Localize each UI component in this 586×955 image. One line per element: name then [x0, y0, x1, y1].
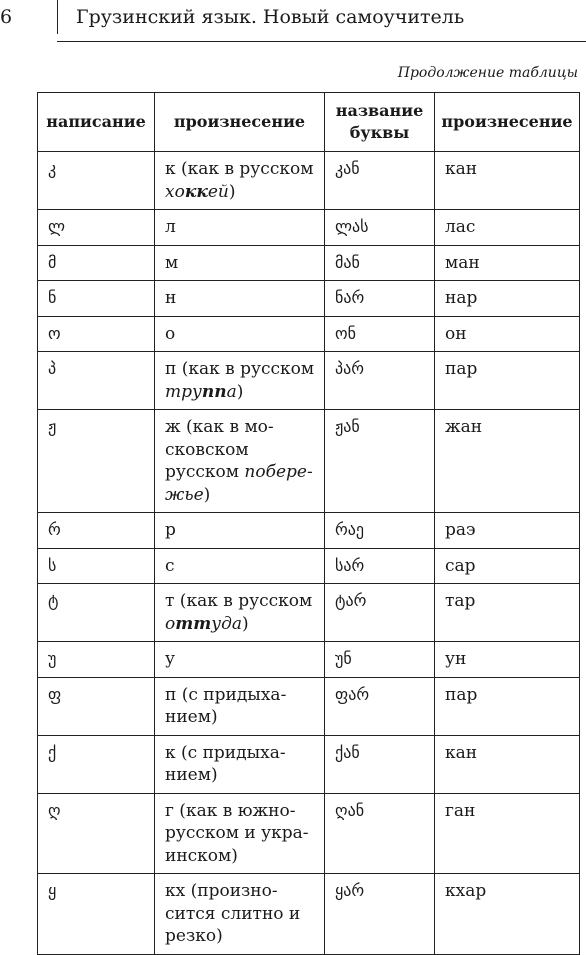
- letter-cell: ქ: [38, 735, 155, 793]
- page-number: 6: [0, 6, 13, 28]
- name-pronunciation-cell: нар: [435, 281, 580, 317]
- pronunciation-cell: [155, 793, 325, 874]
- pronunciation-segment: р: [165, 520, 176, 540]
- pronunciation-segment: н: [165, 288, 177, 308]
- letter-name-cell: ტარ: [325, 584, 435, 642]
- pronunciation-segment: т (как в русском: [165, 591, 313, 611]
- name-pronunciation-cell: кан: [435, 152, 580, 210]
- letter-name-cell: ფარ: [325, 677, 435, 735]
- georgian-alphabet-table: [37, 92, 580, 955]
- pronunciation-cell: [155, 281, 325, 317]
- pronunciation-segment: побережье: [165, 462, 313, 505]
- pronunciation-segment: п (как в русском: [165, 359, 315, 379]
- letter-cell: პ: [38, 352, 155, 410]
- pronunciation-segment: г (как в южнорусском и украинском): [165, 800, 309, 866]
- letter-name-cell: კან: [325, 152, 435, 210]
- letter-name-cell: მან: [325, 245, 435, 281]
- name-pronunciation-cell: лас: [435, 210, 580, 246]
- pronunciation-segment: с: [165, 555, 175, 576]
- pronunciation-segment: хо: [165, 181, 185, 202]
- pronunciation-segment: кк: [184, 181, 208, 202]
- pronunciation-segment: п (с придыханием): [165, 684, 287, 727]
- pronunciation-cell: [155, 642, 325, 678]
- pronunciation-segment: ): [203, 484, 211, 505]
- letter-cell: ნ: [38, 281, 155, 317]
- pronunciation-segment: ): [242, 613, 249, 634]
- letter-name-cell: პარ: [325, 352, 435, 410]
- table-row: [38, 152, 580, 210]
- name-pronunciation-cell: пар: [435, 352, 580, 410]
- pronunciation-cell: [155, 210, 325, 246]
- letter-name-cell: ნარ: [325, 281, 435, 317]
- pronunciation-segment: к (с придыханием): [165, 742, 286, 785]
- pronunciation-segment: у: [165, 649, 176, 669]
- pronunciation-segment: тру: [165, 381, 202, 402]
- letter-name-cell: ქან: [325, 735, 435, 793]
- pronunciation-cell: [155, 316, 325, 352]
- table-body: [38, 152, 580, 955]
- pronunciation-cell: [155, 874, 325, 955]
- letter-cell: რ: [38, 513, 155, 549]
- header-pronunciation: произнесение: [155, 93, 325, 152]
- letter-cell: უ: [38, 642, 155, 678]
- pronunciation-cell: [155, 677, 325, 735]
- pronunciation-segment: о: [165, 323, 176, 344]
- name-pronunciation-cell: раэ: [435, 513, 580, 549]
- pronunciation-segment: кх (произносится слитно и резко): [165, 881, 301, 946]
- table-row: [38, 548, 580, 584]
- name-pronunciation-cell: пар: [435, 677, 580, 735]
- letter-cell: კ: [38, 152, 155, 210]
- table-row: [38, 677, 580, 735]
- pronunciation-cell: [155, 513, 325, 549]
- letter-cell: ფ: [38, 677, 155, 735]
- header-name-pronunciation: произнесение: [435, 93, 580, 152]
- pronunciation-cell: [155, 410, 325, 513]
- pronunciation-cell: [155, 245, 325, 281]
- letter-cell: ღ: [38, 793, 155, 874]
- pronunciation-segment: тт: [175, 613, 212, 634]
- pronunciation-segment: ): [236, 381, 244, 402]
- header-letter-name: название буквы: [325, 93, 435, 152]
- pronunciation-cell: [155, 584, 325, 642]
- header-divider-vertical: [57, 0, 58, 34]
- name-pronunciation-cell: он: [435, 316, 580, 352]
- pronunciation-cell: [155, 548, 325, 584]
- pronunciation-segment: ): [228, 181, 236, 202]
- table-header-row: [38, 93, 580, 152]
- name-pronunciation-cell: сар: [435, 548, 580, 584]
- table-row: [38, 410, 580, 513]
- pronunciation-segment: ж (как в московском русском: [165, 417, 274, 482]
- table-continuation-note: Продолжение таблицы: [397, 65, 578, 81]
- pronunciation-cell: [155, 152, 325, 210]
- pronunciation-cell: [155, 735, 325, 793]
- table-row: [38, 245, 580, 281]
- table-row: [38, 642, 580, 678]
- letter-name-cell: ჟან: [325, 410, 435, 513]
- letter-name-cell: რაე: [325, 513, 435, 549]
- table-row: [38, 210, 580, 246]
- letter-cell: ტ: [38, 584, 155, 642]
- pronunciation-segment: к (как в русском: [165, 159, 314, 179]
- pronunciation-segment: м: [165, 252, 179, 273]
- table-row: [38, 793, 580, 874]
- table-row: [38, 874, 580, 955]
- letter-cell: ჟ: [38, 410, 155, 513]
- name-pronunciation-cell: кан: [435, 735, 580, 793]
- letter-cell: ო: [38, 316, 155, 352]
- letter-cell: ყ: [38, 874, 155, 955]
- table-row: [38, 281, 580, 317]
- running-title: Грузинский язык. Новый самоучитель: [76, 6, 465, 28]
- page-header: [0, 0, 586, 42]
- letter-name-cell: სარ: [325, 548, 435, 584]
- pronunciation-segment: а: [226, 381, 237, 402]
- letter-name-cell: ლას: [325, 210, 435, 246]
- letter-name-cell: უნ: [325, 642, 435, 678]
- letter-cell: ს: [38, 548, 155, 584]
- name-pronunciation-cell: тар: [435, 584, 580, 642]
- table-row: [38, 513, 580, 549]
- name-pronunciation-cell: ун: [435, 642, 580, 678]
- table-row: [38, 316, 580, 352]
- letter-cell: მ: [38, 245, 155, 281]
- name-pronunciation-cell: жан: [435, 410, 580, 513]
- table-row: [38, 352, 580, 410]
- name-pronunciation-cell: ган: [435, 793, 580, 874]
- pronunciation-segment: уда: [211, 613, 243, 634]
- table-row: [38, 735, 580, 793]
- pronunciation-segment: о: [165, 613, 176, 634]
- letter-name-cell: ღან: [325, 793, 435, 874]
- header-spelling: написание: [38, 93, 155, 152]
- name-pronunciation-cell: ман: [435, 245, 580, 281]
- header-divider-horizontal: [57, 41, 586, 42]
- pronunciation-segment: л: [165, 217, 176, 237]
- table-row: [38, 584, 580, 642]
- pronunciation-cell: [155, 352, 325, 410]
- letter-cell: ლ: [38, 210, 155, 246]
- letter-name-cell: ყარ: [325, 874, 435, 955]
- letter-name-cell: ონ: [325, 316, 435, 352]
- pronunciation-segment: пп: [201, 381, 227, 402]
- name-pronunciation-cell: кхар: [435, 874, 580, 955]
- pronunciation-segment: ей: [207, 181, 229, 202]
